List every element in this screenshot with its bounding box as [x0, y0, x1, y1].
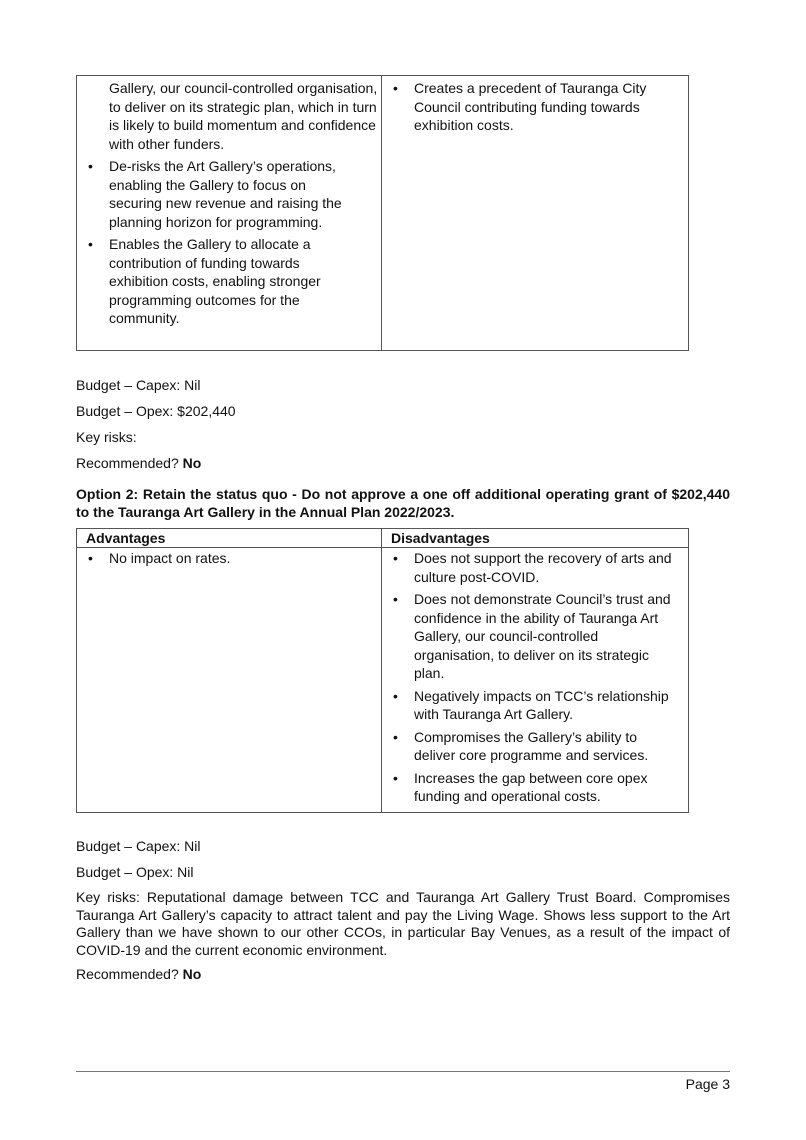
table-row	[77, 76, 689, 351]
option1-opex: Budget – Opex: $202,440	[76, 403, 236, 419]
option2-recommended-value: No	[182, 966, 202, 982]
option1-advantages-cell	[77, 76, 382, 351]
list-item: Gallery, our council-controlled organisation, to deliver on its strategic plan, which in turn is likely to build momentum and confidence with other funders.	[109, 80, 378, 152]
option1-table	[76, 75, 689, 351]
option2-advantages-cell	[77, 548, 382, 813]
table-header-row	[77, 529, 689, 548]
option1-key-risks: Key risks:	[76, 429, 137, 445]
option2-recommended: Recommended? No	[76, 966, 202, 982]
bullet-icon: •	[393, 80, 398, 96]
list-item: • Does not support the recovery of arts and culture post-COVID.	[393, 550, 672, 585]
list-item: • Increases the gap between core opex funding and operational costs.	[393, 769, 648, 804]
bullet-icon: •	[88, 550, 93, 566]
disadvantages-header: Disadvantages	[382, 529, 689, 548]
page-number: Page 3	[685, 1076, 730, 1092]
list-item: • Creates a precedent of Tauranga City Council contributing funding towards exhibition costs.	[393, 80, 647, 133]
list-item: • Does not demonstrate Council’s trust and confidence in the ability of Tauranga Art Gallery, our council-controlled organisation, to deliver on its strategic plan.	[393, 591, 671, 681]
option1-recommended-value: No	[182, 455, 202, 471]
option2-heading: Option 2: Retain the status quo - Do not approve a one off additional operating grant of $202,440 to the Tauranga Art Gallery in the Annual Plan 2022/2023.	[76, 486, 730, 520]
bullet-icon: •	[393, 591, 398, 607]
table-row	[77, 548, 689, 813]
option2-key-risks: Key risks: Reputational damage between TCC and Tauranga Art Gallery Trust Board. Compromises Tauranga Art Gallery’s capacity to attract talent and pay the Living Wage. Shows less support to the Art Gallery than we have shown to our other CCOs, in particular Bay Venues, as a result of the impact of COVID-19 and the current economic environment.	[76, 889, 730, 958]
list-item: • No impact on rates.	[88, 550, 231, 566]
bullet-icon: •	[393, 769, 398, 786]
advantages-header: Advantages	[77, 529, 382, 548]
list-item: • Enables the Gallery to allocate a contribution of funding towards exhibition costs, enabling stronger programming outcomes for the community.	[88, 236, 321, 326]
list-item: • Negatively impacts on TCC’s relationship with Tauranga Art Gallery.	[393, 687, 669, 722]
bullet-icon: •	[88, 158, 93, 174]
bullet-icon: •	[88, 236, 93, 252]
option1-recommended: Recommended? No	[76, 455, 202, 471]
footer-divider	[76, 1071, 730, 1072]
option2-disadvantages-cell	[382, 548, 689, 813]
bullet-icon: •	[393, 550, 398, 566]
option1-disadvantages-cell	[382, 76, 689, 351]
bullet-icon: •	[393, 687, 398, 704]
option2-opex: Budget – Opex: Nil	[76, 864, 194, 880]
bullet-icon: •	[393, 728, 398, 745]
option2-capex: Budget – Capex: Nil	[76, 838, 201, 854]
list-item: • Compromises the Gallery’s ability to deliver core programme and services.	[393, 728, 649, 763]
option1-capex: Budget – Capex: Nil	[76, 377, 201, 393]
option2-table	[76, 528, 689, 813]
list-item: • De-risks the Art Gallery’s operations, enabling the Gallery to focus on securing new revenue and raising the planning horizon for programming.	[88, 158, 342, 230]
